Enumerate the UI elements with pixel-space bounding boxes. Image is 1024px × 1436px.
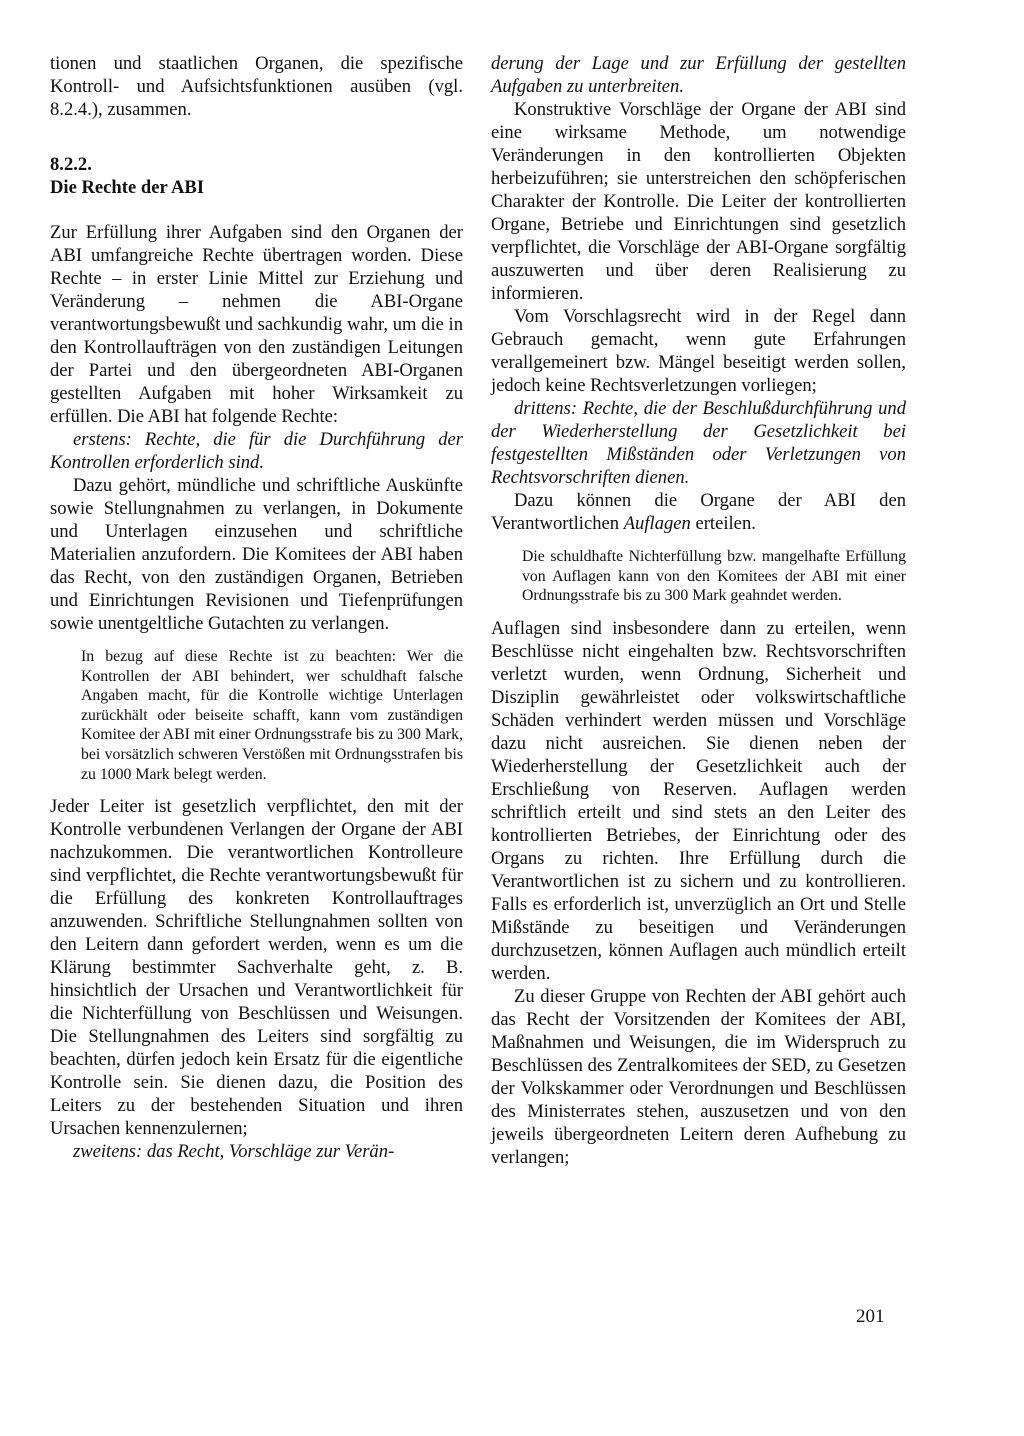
note-small-print: In bezug auf diese Rechte ist zu beachten: Wer die Kontrollen der ABI behindert, wer schuldhaft falsche Angaben macht, für die Kontrolle wichtige Unterlagen zurückhält oder beiseite schafft, kann vom zuständigen Komitee der ABI mit einer Ordnungsstrafe bis zu 300 Mark, bei vorsätzlich schweren Verstößen mit Ordnungsstrafen bis zu 1000 Mark belegt werden. — [81, 648, 463, 783]
paragraph: Vom Vorschlagsrecht wird in der Regel dann Gebrauch gemacht, wenn gute Erfahrungen verallgemeinert bzw. Mängel beseitigt werden sollen, jedoch keine Rechtsverletzungen vorliegen; — [491, 306, 906, 396]
paragraph: Zur Erfüllung ihrer Aufgaben sind den Organen der ABI umfangreiche Rechte übertragen worden. Diese Rechte – in erster Linie Mittel zur Erziehung und Veränderung – nehmen die ABI-Organe verantwortungsbewußt und sachkundig wahr, um die in den Kontrollaufträgen von den zuständigen Leitungen der Partei und den übergeordneten ABI-Organen gestellten Aufgaben mit hoher Wirksamkeit zu erfüllen. Die ABI hat folgende Rechte: — [50, 222, 463, 427]
paragraph: Konstruktive Vorschläge der Organe der ABI sind eine wirksame Methode, um notwendige Veränderungen in den kontrollierten Objekten herbeizuführen; sie unterstreichen den schöpferischen Charakter der Kontrolle. Die Leiter der kontrollierten Organe, Betriebe und Einrichtungen sind gesetzlich verpflichtet, die Vorschläge der ABI-Organe sorgfältig auszuwerten und über deren Realisierung zu informieren. — [491, 99, 906, 304]
right-column — [491, 52, 906, 1169]
paragraph: Dazu gehört, mündliche und schriftliche Auskünfte sowie Stellungnahmen zu verlangen, in Dokumente und Unterlagen einzusehen und schriftliche Materialien anzufordern. Die Komitees der ABI haben das Recht, von den zuständigen Organen, Betrieben und Einrichtungen Revisionen und Tiefenprüfungen sowie unentgeltliche Gutachten zu verlangen. — [50, 475, 463, 634]
section-number: 8.2.2. — [50, 154, 92, 175]
text-run: erteilen. — [690, 513, 756, 534]
left-column — [50, 52, 463, 1163]
intro-paragraph: tionen und staatlichen Organen, die spezifische Kontroll- und Aufsichtsfunktionen ausüben (vgl. 8.2.4.), zusammen. — [50, 53, 463, 120]
paragraph-continuation: derung der Lage und zur Erfüllung der gestellten Aufgaben zu unterbreiten. — [491, 53, 906, 97]
paragraph-zweitens: zweitens: das Recht, Vorschläge zur Verän- — [73, 1141, 395, 1163]
paragraph: Zu dieser Gruppe von Rechten der ABI gehört auch das Recht der Vorsitzenden der Komitees der ABI, Maßnahmen und Weisungen, die im Widerspruch zu Beschlüssen des Zentralkomitees der SED, zu Gesetzen der Volkskammer oder Verordnungen und Beschlüssen des Ministerrates stehen, auszusetzen und von den jeweils übergeordneten Leitern deren Aufhebung zu verlangen; — [491, 985, 906, 1168]
section-title: Die Rechte der ABI — [50, 177, 205, 198]
paragraph-erstens: erstens: Rechte, die für die Durchführung der Kontrollen erforderlich sind. — [50, 429, 463, 473]
note-small-print: Die schuldhafte Nichterfüllung bzw. mangelhafte Erfüllung von Auflagen kann von den Komitees der ABI mit einer Ordnungsstrafe bis zu 300 Mark geahndet werden. — [522, 548, 906, 605]
paragraph: Auflagen sind insbesondere dann zu erteilen, wenn Beschlüsse nicht eingehalten bzw. Rechtsvorschriften verletzt wurden, wenn Ordnung, Sicherheit und Disziplin gewährleistet oder volkswirtschaftliche Schäden verhindert werden müssen und Vorschläge dazu nicht ausreichen. Sie dienen neben der Wiederherstellung der Gesetzlichkeit auch der Erschließung von Reserven. Auflagen werden schriftlich erteilt und sind stets an den Leiter des kontrollierten Betriebes, der Einrichtung oder des Organs zu richten. Ihre Erfüllung durch die Verantwortlichen ist zu sichern und zu kontrollieren. Falls es erforderlich ist, unverzüglich an Ort und Stelle Mißstände zu beseitigen und Veränderungen durchzusetzen, können Auflagen auch mündlich erteilt werden. — [491, 617, 906, 984]
text-run: Dazu können die Organe der ABI den Verantwortlichen — [491, 490, 906, 534]
italic-term: Auflagen — [623, 513, 691, 534]
page-number: 201 — [856, 1306, 885, 1327]
paragraph: Jeder Leiter ist gesetzlich verpflichtet, den mit der Kontrolle verbundenen Verlangen der Organe der ABI nachzukommen. Die verantwortlichen Kontrolleure sind verpflichtet, die Rechte verantwortungsbewußt für die Erfüllung des konkreten Kontrollauftrages anzuwenden. Schriftliche Stellungnahmen sollten von den Leitern dann gefordert werden, wenn es um die Klärung bestimmter Sachverhalte geht, z. B. hinsichtlich der Ursachen und Verantwortlichkeit für die Nichterfüllung von Beschlüssen und Weisungen. Die Stellungnahmen des Leiters sind sorgfältig zu beachten, dürfen jedoch kein Ersatz für die eigentliche Kontrolle sein. Sie dienen dazu, die Position des Leiters zu der bestehenden Situation und ihren Ursachen kennenzulernen; — [50, 796, 463, 1140]
paragraph-auflagen — [491, 489, 906, 535]
paragraph-drittens: drittens: Rechte, die der Beschlußdurchführung und der Wiederherstellung der Gesetzlichkeit bei festgestellten Mißständen oder Verletzungen von Rechtsvorschriften dienen. — [491, 398, 906, 488]
